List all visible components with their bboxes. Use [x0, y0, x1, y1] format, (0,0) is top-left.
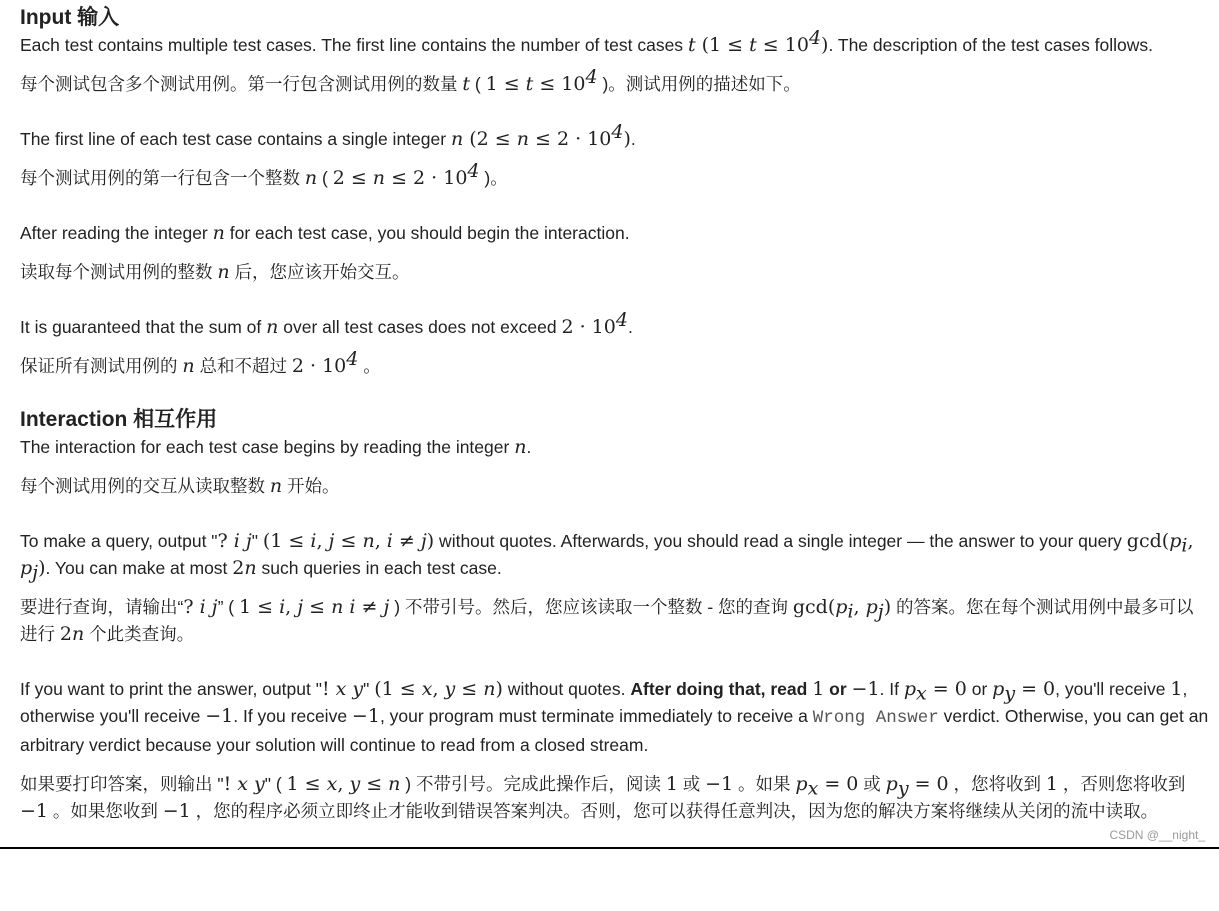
- text-segment: 的答案。您在每个测试用例中最多可以进行: [20, 597, 1194, 644]
- text-segment: (: [470, 74, 486, 94]
- text-segment: )。: [479, 168, 508, 188]
- math-text: 2 ≤: [332, 167, 373, 189]
- input-paragraph-en: [20, 27, 1209, 59]
- text-segment: 开始。: [282, 476, 340, 496]
- math-text: −1: [851, 678, 880, 700]
- math-text: p: [835, 596, 848, 618]
- math-text: n: [516, 128, 529, 150]
- text-segment: 读取每个测试用例的整数: [20, 262, 218, 282]
- text-segment: The first line of each test case contains a single integer: [20, 129, 451, 149]
- math-text: = 0: [926, 678, 967, 700]
- math-text: n: [372, 167, 386, 189]
- math-text: x y: [237, 773, 265, 795]
- math-text: n: [450, 128, 464, 150]
- math-text: −1: [205, 705, 234, 727]
- text-segment: After doing that, read: [630, 679, 813, 699]
- text-segment: 每个测试包含多个测试用例。第一行包含测试用例的数量: [20, 74, 463, 94]
- math-text: ): [38, 557, 46, 579]
- input-paragraph-en: [20, 220, 1209, 247]
- text-segment: 。: [358, 356, 381, 376]
- text-segment: . The description of the test cases follows.: [828, 35, 1154, 55]
- math-text: x: [916, 682, 927, 705]
- text-segment: 或: [858, 774, 886, 794]
- math-text: p: [865, 596, 878, 618]
- math-text: ): [495, 678, 503, 700]
- math-text: gcd(: [1126, 530, 1170, 552]
- math-text: 1: [1045, 773, 1058, 795]
- math-text: ): [623, 128, 631, 150]
- math-text: 2 · 10: [561, 316, 616, 338]
- math-text: −1: [351, 705, 380, 727]
- text-segment: 如果要打印答案，则输出 ": [20, 774, 224, 794]
- text-segment: .: [627, 317, 633, 337]
- math-text: −1: [162, 800, 191, 822]
- text-segment: After reading the integer: [20, 223, 213, 243]
- interaction-paragraph-zh: [20, 771, 1209, 825]
- text-segment: If you want to print the answer, output ": [20, 679, 322, 699]
- math-text: t: [525, 73, 534, 95]
- math-text: 4: [346, 348, 359, 371]
- math-text: 1: [812, 678, 825, 700]
- math-text: 4: [611, 121, 624, 144]
- text-segment: 保证所有测试用例的: [20, 356, 183, 376]
- math-text: 1 ≤: [238, 596, 280, 618]
- math-text: i j: [233, 530, 252, 552]
- text-segment: 后，您应该开始交互。: [229, 262, 410, 282]
- text-segment: )。测试用例的描述如下。: [597, 74, 801, 94]
- math-text: 4: [467, 160, 480, 183]
- input-paragraph-en: [20, 121, 1209, 153]
- math-text: (1 ≤: [262, 530, 311, 552]
- math-text: !: [223, 773, 238, 795]
- text-segment: , you'll receive: [1055, 679, 1171, 699]
- math-text: p: [1169, 530, 1182, 552]
- text-segment: ，您的程序必须立即终止才能收到错误答案判决。否则，您可以获得任意判决，因为您的解决方案将继续从关闭的流中读取。: [190, 801, 1159, 821]
- math-text: j: [877, 600, 884, 623]
- input-paragraph-zh: [20, 160, 1209, 192]
- math-text: ≤ 10: [533, 73, 586, 95]
- math-text: n: [182, 355, 195, 377]
- math-text: ≤ 2 · 10: [385, 167, 468, 189]
- math-text: ≤: [455, 678, 484, 700]
- math-text: ): [821, 34, 829, 56]
- math-text: n: [514, 436, 527, 458]
- math-text: t: [687, 34, 696, 56]
- text-segment: 或: [677, 774, 706, 794]
- math-text: i: [279, 596, 286, 618]
- math-text: ≤: [303, 596, 332, 618]
- watermark: CSDN @__night_: [1109, 828, 1205, 842]
- math-text: ≠: [392, 530, 421, 552]
- math-text: ,: [337, 773, 350, 795]
- input-paragraph-en: [20, 309, 1209, 341]
- math-text: ≤: [360, 773, 389, 795]
- math-text: n: [266, 316, 279, 338]
- math-text: y: [349, 773, 361, 795]
- math-text: x: [421, 678, 433, 700]
- math-text: = 0: [818, 773, 859, 795]
- math-text: p: [20, 557, 33, 579]
- math-text: 2 · 10: [291, 355, 347, 377]
- math-text: i: [847, 600, 854, 623]
- text-segment: .: [526, 437, 532, 457]
- interaction-paragraph-zh: [20, 594, 1209, 648]
- math-text: x: [326, 773, 338, 795]
- math-text: j: [32, 561, 39, 584]
- interaction-section: [20, 434, 1209, 825]
- math-text: ,: [285, 596, 298, 618]
- math-text: (1 ≤: [374, 678, 422, 700]
- math-text: = 0: [1015, 678, 1056, 700]
- math-text: n: [212, 222, 225, 244]
- math-text: −1: [20, 800, 49, 822]
- math-text: x: [807, 777, 819, 800]
- math-text: i: [386, 530, 393, 552]
- math-text: j: [383, 596, 390, 618]
- text-segment: 。如果: [733, 774, 796, 794]
- text-segment: ": [251, 531, 263, 551]
- math-text: p: [903, 678, 917, 700]
- text-segment: , otherwise you'll receive: [20, 679, 1188, 726]
- text-segment: . You can make at most: [45, 558, 233, 578]
- math-text: n: [388, 773, 401, 795]
- math-text: t: [749, 34, 757, 56]
- math-text: 1: [665, 773, 678, 795]
- text-segment: such queries in each test case.: [256, 558, 502, 578]
- math-text: p: [795, 773, 808, 795]
- math-text: ): [426, 530, 435, 552]
- text-segment: ) 不带引号。然后，您应该读取一个整数 - 您的查询: [389, 597, 793, 617]
- math-text: ,: [853, 596, 866, 618]
- interaction-paragraph-en: [20, 676, 1209, 759]
- math-text: i j: [199, 596, 218, 618]
- input-section: [20, 27, 1209, 380]
- text-segment: . If you receive: [233, 706, 352, 726]
- text-segment: ，您将收到: [948, 774, 1046, 794]
- text-segment: or: [824, 679, 852, 699]
- math-text: ≠: [355, 596, 384, 618]
- math-text: 4: [585, 66, 598, 89]
- math-text: ,: [1187, 530, 1194, 552]
- text-segment: 每个测试用例的第一行包含一个整数: [20, 168, 305, 188]
- math-text: n: [217, 261, 230, 283]
- math-text: ,: [374, 530, 387, 552]
- math-text: p: [885, 773, 898, 795]
- math-text: ,: [432, 678, 445, 700]
- math-text: ): [883, 596, 892, 618]
- text-segment: 要进行查询，请输出“: [20, 597, 184, 617]
- text-segment: To make a query, output ": [20, 531, 218, 551]
- text-segment: ) 不带引号。完成此操作后，阅读: [400, 774, 666, 794]
- text-segment: verdict. Otherwise, you can get an arbitrary verdict because your solution will continue to read from a closed stream.: [20, 706, 1209, 755]
- math-text: i: [1181, 534, 1188, 557]
- text-segment: over all test cases does not exceed: [278, 317, 562, 337]
- bottom-divider: [0, 847, 1219, 849]
- interaction-paragraph-en: [20, 434, 1209, 461]
- text-segment: ，否则您将收到: [1057, 774, 1186, 794]
- interaction-paragraph-zh: [20, 473, 1209, 500]
- math-text: ?: [217, 530, 234, 552]
- math-text: n: [304, 167, 318, 189]
- text-segment: .: [630, 129, 636, 149]
- interaction-paragraph-en: [20, 528, 1209, 582]
- math-text: n i: [331, 596, 356, 618]
- text-segment: 总和不超过: [194, 356, 292, 376]
- math-text: !: [321, 678, 336, 700]
- math-text: 2: [59, 623, 72, 645]
- text-segment: ": [363, 679, 375, 699]
- math-text: x y: [335, 678, 364, 700]
- math-text: n: [269, 475, 283, 497]
- text-segment: 。如果您收到: [48, 801, 163, 821]
- text-segment: . If: [879, 679, 904, 699]
- math-text: gcd(: [792, 596, 836, 618]
- text-segment: Each test contains multiple test cases. The first line contains the number of test cases: [20, 35, 688, 55]
- text-segment: or: [966, 679, 993, 699]
- text-segment: ” (: [217, 597, 239, 617]
- math-text: j: [420, 530, 427, 552]
- text-segment: for each test case, you should begin the interaction.: [224, 223, 630, 243]
- math-text: (1 ≤: [695, 34, 750, 56]
- text-segment: (: [317, 168, 333, 188]
- input-paragraph-zh: [20, 66, 1209, 98]
- text-segment: It is guaranteed that the sum of: [20, 317, 267, 337]
- text-segment: , your program must terminate immediately to receive a: [379, 706, 813, 726]
- text-segment: without quotes.: [502, 679, 631, 699]
- math-text: ≤: [334, 530, 363, 552]
- math-text: n: [244, 557, 257, 579]
- text-segment: without quotes. Afterwards, you should read a single integer — the answer to your query: [434, 531, 1127, 551]
- math-text: ?: [183, 596, 200, 618]
- math-text: y: [1004, 682, 1016, 705]
- math-text: ≤ 10: [756, 34, 809, 56]
- input-heading: Input 输入: [20, 6, 120, 29]
- interaction-heading: Interaction 相互作用: [20, 408, 218, 431]
- text-segment: The interaction for each test case begins by reading the integer: [20, 437, 515, 457]
- math-text: ≤ 2 · 10: [528, 128, 612, 150]
- math-text: y: [897, 777, 909, 800]
- input-paragraph-zh: [20, 259, 1209, 286]
- math-text: 1: [1170, 678, 1183, 700]
- math-text: n: [362, 530, 375, 552]
- math-text: 1 ≤: [286, 773, 327, 795]
- math-text: y: [444, 678, 456, 700]
- math-text: j: [328, 530, 335, 552]
- math-text: 1 ≤: [485, 73, 526, 95]
- math-text: 4: [808, 27, 822, 50]
- math-text: −1: [705, 773, 734, 795]
- math-text: = 0: [908, 773, 949, 795]
- math-text: j: [297, 596, 304, 618]
- math-text: t: [462, 73, 471, 95]
- text-segment: 每个测试用例的交互从读取整数: [20, 476, 270, 496]
- math-text: p: [992, 678, 1005, 700]
- math-text: n: [71, 623, 85, 645]
- math-text: 4: [615, 309, 628, 332]
- text-segment: 个此类查询。: [84, 624, 195, 644]
- math-text: i: [310, 530, 317, 552]
- math-text: (2 ≤: [463, 128, 517, 150]
- text-segment: " (: [264, 774, 287, 794]
- math-text: n: [483, 678, 496, 700]
- math-text: 2: [232, 557, 245, 579]
- input-paragraph-zh: [20, 348, 1209, 380]
- code-text: Wrong Answer: [812, 708, 939, 728]
- math-text: ,: [316, 530, 329, 552]
